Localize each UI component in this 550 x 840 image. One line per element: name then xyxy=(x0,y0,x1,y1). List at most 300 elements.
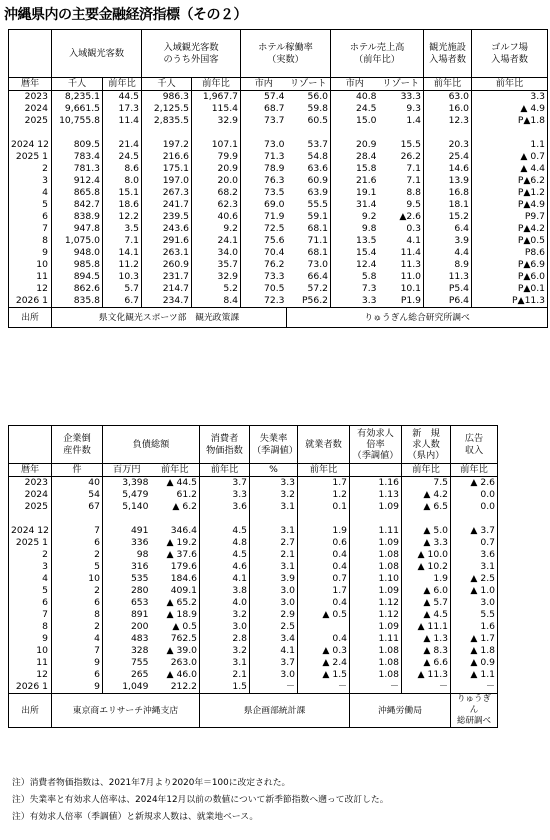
data-cell: 838.9 xyxy=(52,211,103,223)
data-cell: 63.9 xyxy=(307,187,329,198)
data-cell: ▲ 1.8 xyxy=(451,645,498,657)
data-cell: 2,125.5 xyxy=(142,103,192,115)
data-cell: 7.3 xyxy=(331,283,379,295)
data-cell: 0.0 xyxy=(451,489,498,501)
data-cell: ▲ 3.7 xyxy=(451,525,498,537)
data-cell: 31.4 xyxy=(331,199,379,211)
table-row xyxy=(9,645,498,657)
data-cell: － xyxy=(350,681,402,694)
row-label: 2026 1 xyxy=(9,681,52,694)
data-cell: 3.3 xyxy=(250,477,298,490)
data-cell xyxy=(379,127,424,139)
data-cell: 12.2 xyxy=(103,211,142,223)
data-cell: 8.4 xyxy=(192,295,241,308)
table-row xyxy=(9,681,498,694)
data-cell: 5.8 xyxy=(331,271,379,283)
table-row xyxy=(9,573,498,585)
data-cell: 263.1 xyxy=(142,247,192,259)
page-title: 沖縄県内の主要金融経済指標（その２） xyxy=(4,7,247,23)
data-cell: 3.2 xyxy=(200,609,250,621)
data-cell: 1,049 xyxy=(103,681,151,694)
data-cell: 25.4 xyxy=(424,151,472,163)
data-cell: 7 xyxy=(52,645,103,657)
unit-header-cell: 前年比 xyxy=(298,464,350,477)
data-cell: 7.5 xyxy=(402,477,451,490)
data-cell: 115.4 xyxy=(192,103,241,115)
data-cell: 865.8 xyxy=(52,187,103,199)
row-label: 6 xyxy=(9,597,52,609)
data-cell: 40.8 xyxy=(331,91,379,104)
data-cell: 6 xyxy=(52,669,103,681)
data-cell: 4.8 xyxy=(200,537,250,549)
data-cell: 267.3 xyxy=(142,187,192,199)
data-cell: 67 xyxy=(52,501,103,513)
data-cell: 241.7 xyxy=(142,199,192,211)
data-cell: 409.1 xyxy=(170,585,197,596)
data-cell: 3.9 xyxy=(250,573,298,585)
unit-header-cell: 市内 xyxy=(241,78,287,91)
data-cell: 9 xyxy=(52,657,103,669)
source-label: 出所 xyxy=(9,694,52,728)
data-cell: 24.5 xyxy=(331,103,379,115)
data-cell: ▲ 44.5 xyxy=(166,477,197,488)
data-cell: 34.0 xyxy=(192,247,241,259)
data-cell: ▲ 6.2 xyxy=(172,501,197,512)
data-cell: 483 xyxy=(103,633,151,645)
data-cell: ▲ 2.6 xyxy=(451,477,498,490)
data-cell xyxy=(103,513,151,525)
data-cell: 4.0 xyxy=(200,597,250,609)
data-cell: ▲ 2.5 xyxy=(451,573,498,585)
data-cell: － xyxy=(298,681,350,694)
data-cell: 21.4 xyxy=(103,139,142,151)
data-cell: P▲4.2 xyxy=(472,223,548,235)
data-cell: 3.6 xyxy=(200,501,250,513)
table-row xyxy=(9,561,498,573)
data-cell xyxy=(331,127,379,139)
data-cell: ▲ 10.2 xyxy=(402,561,451,573)
data-cell: 9.2 xyxy=(331,211,379,223)
data-cell: 912.4 xyxy=(52,175,103,187)
data-cell: ▲ 11.3 xyxy=(402,669,451,681)
data-cell xyxy=(298,621,350,633)
unit-header-cell: 市内 xyxy=(331,78,379,91)
data-cell xyxy=(451,513,498,525)
data-cell: 231.7 xyxy=(142,271,192,283)
data-cell: 75.6 xyxy=(241,235,287,247)
data-cell: － xyxy=(250,681,298,694)
table-row xyxy=(9,175,548,187)
row-label: 6 xyxy=(9,211,52,223)
data-cell: ▲ 46.0 xyxy=(166,669,197,680)
data-cell: ▲ 2.4 xyxy=(298,657,350,669)
data-cell: 7 xyxy=(52,525,103,537)
data-cell: 3.2 xyxy=(250,489,298,501)
data-cell: 197.2 xyxy=(142,139,192,151)
data-cell: 2,835.5 xyxy=(142,115,192,127)
data-cell: 5 xyxy=(52,561,103,573)
data-cell: ▲ 1.7 xyxy=(451,633,498,645)
unit-header-cell xyxy=(350,464,402,477)
data-cell xyxy=(350,513,402,525)
table-row xyxy=(9,513,498,525)
data-cell: 9.3 xyxy=(406,103,422,114)
table-row xyxy=(9,223,548,235)
data-cell: 985.8 xyxy=(52,259,103,271)
data-cell xyxy=(250,513,298,525)
data-cell: 1.09 xyxy=(350,501,402,513)
header-cell xyxy=(9,30,52,78)
data-cell: 781.3 xyxy=(52,163,103,175)
data-cell: 40.6 xyxy=(192,211,241,223)
data-cell: 4.1 xyxy=(200,573,250,585)
data-cell: 5,140 xyxy=(103,501,151,513)
data-cell: 59.8 xyxy=(307,103,329,114)
unit-header-cell: 前年比 xyxy=(451,464,498,477)
data-cell: 9 xyxy=(52,681,103,694)
data-cell: 13.9 xyxy=(424,175,472,187)
data-cell: － xyxy=(451,681,498,694)
data-cell: 68.7 xyxy=(241,103,287,115)
data-cell: 4 xyxy=(52,633,103,645)
source-name: 県企画部統計課 xyxy=(200,694,350,728)
data-cell: 1.6 xyxy=(451,621,498,633)
data-cell: 2.1 xyxy=(250,549,298,561)
table-group-header-row xyxy=(9,426,498,464)
data-cell: 0.4 xyxy=(298,633,350,645)
data-cell: 3.2 xyxy=(200,645,250,657)
data-cell: 1.09 xyxy=(350,537,402,549)
source-name: りゅうぎん 総研調べ xyxy=(451,694,498,728)
data-cell: 62.3 xyxy=(192,199,241,211)
data-cell: 214.7 xyxy=(142,283,192,295)
data-cell: 15.2 xyxy=(424,211,472,223)
data-cell: ▲ 0.3 xyxy=(298,645,350,657)
data-cell: 15.1 xyxy=(103,187,142,199)
data-cell: P▲6.9 xyxy=(472,259,548,271)
data-cell: 1.9 xyxy=(298,525,350,537)
data-cell: 762.5 xyxy=(170,633,197,644)
data-cell: 1.16 xyxy=(350,477,402,490)
data-cell: ▲ 4.2 xyxy=(402,489,451,501)
table-unit-header-row xyxy=(9,78,548,91)
data-cell: 15.8 xyxy=(331,163,379,175)
data-cell: 71.3 xyxy=(241,151,287,163)
data-cell: 0.4 xyxy=(298,549,350,561)
data-cell: 4.5 xyxy=(200,525,250,537)
unit-header-cell: 前年比 xyxy=(151,464,200,477)
unit-header-cell: 前年比 xyxy=(424,78,472,91)
data-cell: ▲ 19.2 xyxy=(166,537,197,548)
data-cell: 20.9 xyxy=(192,163,241,175)
data-cell: 60.5 xyxy=(307,115,329,126)
data-cell: P9.7 xyxy=(472,211,548,223)
data-cell: 54.8 xyxy=(307,151,329,162)
row-label: 2023 xyxy=(9,91,52,104)
table-source-row xyxy=(9,694,498,728)
footnote: 注）失業率と有効求人倍率は、2024年12月以前の数値について新季節指数へ遡って改訂した。 xyxy=(12,795,389,805)
data-cell: 1.09 xyxy=(350,621,402,633)
table-source-row xyxy=(9,308,548,328)
data-cell: ▲2.6 xyxy=(399,211,422,222)
data-cell: 15.4 xyxy=(331,247,379,259)
data-cell: 280 xyxy=(103,585,151,597)
data-cell: 755 xyxy=(103,657,151,669)
footnote: 注）消費者物価指数は、2021年7月より2020年＝100に改定された。 xyxy=(12,778,291,788)
header-cell xyxy=(9,426,52,464)
data-cell: 3,398 xyxy=(103,477,151,490)
header-cell: 消費者 物価指数 xyxy=(200,426,250,464)
data-cell: 4.4 xyxy=(424,247,472,259)
table-row xyxy=(9,139,548,151)
data-cell: 16.0 xyxy=(424,103,472,115)
row-label: 2025 xyxy=(9,501,52,513)
table-row xyxy=(9,537,498,549)
data-cell: P▲4.9 xyxy=(472,199,548,211)
data-cell: ▲ 6.0 xyxy=(402,585,451,597)
data-cell: 3.1 xyxy=(200,657,250,669)
data-cell xyxy=(142,127,192,139)
data-cell: 1.09 xyxy=(350,585,402,597)
data-cell: P▲1.8 xyxy=(472,115,548,127)
row-label: 3 xyxy=(9,561,52,573)
row-label: 11 xyxy=(9,271,52,283)
data-cell: 3.5 xyxy=(103,223,142,235)
data-cell: 1.08 xyxy=(350,561,402,573)
row-label: 2026 1 xyxy=(9,295,52,308)
data-cell: 20.3 xyxy=(424,139,472,151)
data-cell: 891 xyxy=(103,609,151,621)
data-cell: 40 xyxy=(52,477,103,490)
data-cell: 862.6 xyxy=(52,283,103,295)
data-cell: ▲ 1.1 xyxy=(451,669,498,681)
data-cell: P6.4 xyxy=(424,295,472,308)
data-cell: 1.2 xyxy=(298,489,350,501)
data-cell: 8.6 xyxy=(103,163,142,175)
data-cell: 1.12 xyxy=(350,609,402,621)
data-cell: 0.3 xyxy=(406,223,422,234)
table-unit-header-row xyxy=(9,464,498,477)
data-cell: 653 xyxy=(103,597,151,609)
table-body xyxy=(9,477,498,694)
data-cell: 1.08 xyxy=(350,657,402,669)
data-cell: 14.6 xyxy=(424,163,472,175)
data-cell: 61.2 xyxy=(176,489,197,500)
row-label: 7 xyxy=(9,223,52,235)
data-cell: 260.9 xyxy=(142,259,192,271)
data-cell: 73.0 xyxy=(307,259,329,270)
row-label: 10 xyxy=(9,259,52,271)
data-cell: 28.4 xyxy=(331,151,379,163)
table-row xyxy=(9,597,498,609)
data-cell: 59.1 xyxy=(307,211,329,222)
data-cell: 894.5 xyxy=(52,271,103,283)
data-cell: ▲ 1.3 xyxy=(402,633,451,645)
data-cell: 33.3 xyxy=(400,91,422,102)
header-cell: 失業率 （季調値） xyxy=(250,426,298,464)
row-label: 8 xyxy=(9,235,52,247)
unit-header-cell: 千人 xyxy=(52,78,103,91)
data-cell: 14.1 xyxy=(103,247,142,259)
table-row xyxy=(9,477,498,490)
data-cell xyxy=(52,513,103,525)
table-row xyxy=(9,199,548,211)
data-cell: 835.8 xyxy=(52,295,103,308)
data-cell: ▲ 5.7 xyxy=(402,597,451,609)
unit-header-cell: 暦年 xyxy=(9,78,52,91)
row-label: 12 xyxy=(9,283,52,295)
data-cell: 73.7 xyxy=(241,115,287,127)
row-label: 8 xyxy=(9,621,52,633)
data-cell: 1.7 xyxy=(298,585,350,597)
data-cell: 948.0 xyxy=(52,247,103,259)
source-name: 東京商エリサーチ沖縄支店 xyxy=(52,694,200,728)
row-label: 9 xyxy=(9,247,52,259)
data-cell: ▲ 18.9 xyxy=(166,609,197,620)
source-name: 沖縄労働局 xyxy=(350,694,451,728)
unit-header-cell: 百万円 xyxy=(103,464,151,477)
data-cell: P▲0.5 xyxy=(472,235,548,247)
table-row xyxy=(9,489,498,501)
data-cell: 8.0 xyxy=(103,175,142,187)
data-cell: 3.3 xyxy=(331,295,379,308)
data-cell: 1,075.0 xyxy=(52,235,103,247)
data-cell: 291.6 xyxy=(142,235,192,247)
data-cell: 179.6 xyxy=(170,561,197,572)
data-cell: 3.9 xyxy=(424,235,472,247)
data-cell: 2.7 xyxy=(250,537,298,549)
data-cell: 76.2 xyxy=(241,259,287,271)
data-cell: 0.1 xyxy=(298,501,350,513)
header-cell: ホテル売上高 （前年比） xyxy=(331,30,424,78)
data-cell: 3.1 xyxy=(250,501,298,513)
business-labor-indicators-table xyxy=(8,425,498,728)
row-label xyxy=(9,513,52,525)
unit-header-cell: 前年比 xyxy=(103,78,142,91)
data-cell: 76.3 xyxy=(241,175,287,187)
data-cell: ▲ 6.6 xyxy=(402,657,451,669)
data-cell: 216.6 xyxy=(142,151,192,163)
data-cell: P1.9 xyxy=(400,295,422,306)
data-cell: P5.4 xyxy=(424,283,472,295)
data-cell: 35.7 xyxy=(192,259,241,271)
data-cell xyxy=(241,127,287,139)
data-cell: 4.1 xyxy=(406,235,422,246)
data-cell: 5.5 xyxy=(451,609,498,621)
row-label: 2 xyxy=(9,163,52,175)
data-cell: 2.1 xyxy=(200,669,250,681)
source-name: りゅうぎん総合研究所調べ xyxy=(287,308,548,328)
table-row xyxy=(9,501,498,513)
data-cell xyxy=(151,513,200,525)
data-cell: 18.6 xyxy=(103,199,142,211)
data-cell: 3.6 xyxy=(451,549,498,561)
data-cell: 5.7 xyxy=(103,283,142,295)
data-cell: 4.5 xyxy=(200,549,250,561)
header-cell: 観光施設 入場者数 xyxy=(424,30,472,78)
data-cell: 1.11 xyxy=(350,633,402,645)
data-cell: 4.1 xyxy=(250,645,298,657)
table-row xyxy=(9,163,548,175)
header-cell: 入域観光客数 xyxy=(52,30,142,78)
data-cell: 57.2 xyxy=(307,283,329,294)
data-cell: 6.7 xyxy=(103,295,142,308)
data-cell: 2 xyxy=(52,549,103,561)
data-cell: 1.5 xyxy=(200,681,250,694)
data-cell: 73.5 xyxy=(241,187,287,199)
data-cell: 2.8 xyxy=(200,633,250,645)
data-cell: 68.1 xyxy=(307,223,329,234)
unit-header-cell: 前年比 xyxy=(192,78,241,91)
data-cell: 947.8 xyxy=(52,223,103,235)
data-cell: 60.9 xyxy=(307,175,329,186)
data-cell: 11.4 xyxy=(103,115,142,127)
data-cell: 3.0 xyxy=(200,621,250,633)
data-cell: 3.1 xyxy=(250,525,298,537)
source-label: 出所 xyxy=(9,308,52,328)
data-cell: 3.3 xyxy=(200,489,250,501)
data-cell: 63.6 xyxy=(307,163,329,174)
data-cell: ▲ 39.0 xyxy=(166,645,197,656)
table-row xyxy=(9,115,548,127)
data-cell: 20.9 xyxy=(331,139,379,151)
data-cell: 21.6 xyxy=(331,175,379,187)
header-cell: 企業倒 産件数 xyxy=(52,426,103,464)
data-cell: 1.08 xyxy=(350,549,402,561)
data-cell: 3.7 xyxy=(250,657,298,669)
data-cell: ▲ 4.5 xyxy=(402,609,451,621)
row-label: 2024 12 xyxy=(9,525,52,537)
data-cell xyxy=(52,127,103,139)
row-label: 5 xyxy=(9,585,52,597)
data-cell: 197.0 xyxy=(142,175,192,187)
footnote: 注）有効求人倍率（季調値）と新規求人数は、就業地ベース。 xyxy=(12,812,259,822)
table-row xyxy=(9,259,548,271)
row-label: 2 xyxy=(9,549,52,561)
data-cell: 55.5 xyxy=(307,199,329,210)
data-cell: 8 xyxy=(52,609,103,621)
table-row xyxy=(9,127,548,139)
data-cell: 9.5 xyxy=(406,199,422,210)
data-cell: P▲0.1 xyxy=(472,283,548,295)
data-cell: 328 xyxy=(103,645,151,657)
data-cell: 63.0 xyxy=(424,91,472,104)
row-label: 3 xyxy=(9,175,52,187)
data-cell: 3.8 xyxy=(200,585,250,597)
data-cell: 32.9 xyxy=(192,115,241,127)
table-row xyxy=(9,669,498,681)
source-name: 県文化観光スポーツ部 観光政策課 xyxy=(52,308,287,328)
data-cell: 26.2 xyxy=(400,151,422,162)
data-cell: 11.0 xyxy=(400,271,422,282)
data-cell: 986.3 xyxy=(142,91,192,104)
data-cell: 7.1 xyxy=(406,163,422,174)
data-cell: 70.4 xyxy=(241,247,287,259)
table-row xyxy=(9,585,498,597)
data-cell: 1.08 xyxy=(350,669,402,681)
data-cell: 1.9 xyxy=(402,573,451,585)
data-cell: 3.1 xyxy=(250,561,298,573)
row-label: 2024 xyxy=(9,103,52,115)
table-row xyxy=(9,621,498,633)
data-cell: 98 xyxy=(103,549,151,561)
data-cell: 15.0 xyxy=(331,115,379,127)
data-cell: 1.10 xyxy=(350,573,402,585)
row-label: 5 xyxy=(9,199,52,211)
data-cell: 78.9 xyxy=(241,163,287,175)
data-cell: 316 xyxy=(103,561,151,573)
data-cell: 72.3 xyxy=(241,295,287,308)
